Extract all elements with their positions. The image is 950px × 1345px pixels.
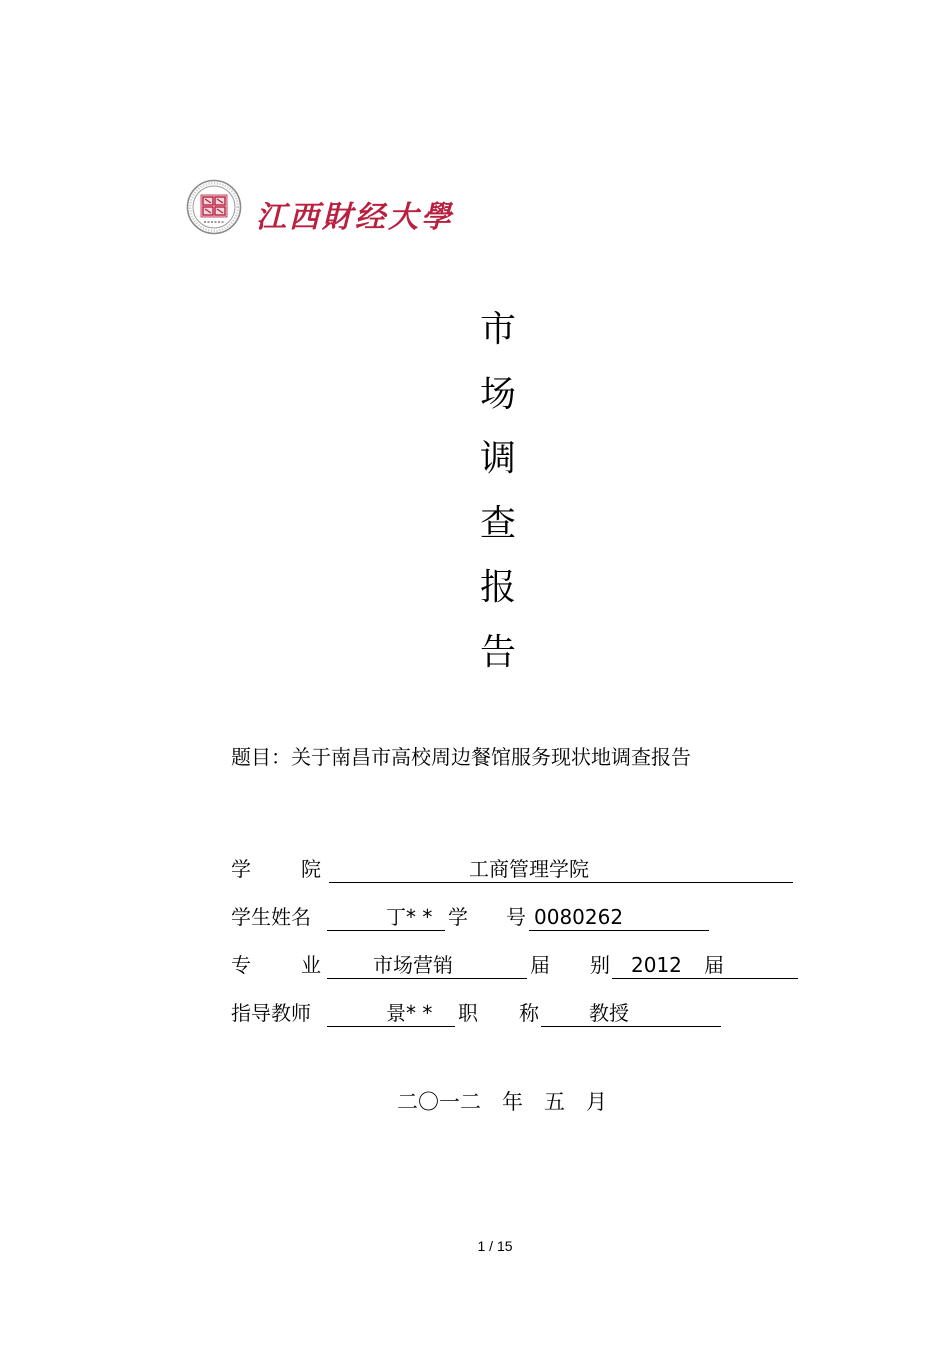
major-row	[231, 951, 801, 979]
major-value: 市场营销	[373, 953, 453, 977]
rank-value: 教授	[589, 1001, 629, 1025]
advisor-value: 景* *	[386, 1001, 433, 1025]
major-label-2: 业	[301, 953, 321, 977]
major-label-1: 专	[231, 953, 251, 977]
report-title-vertical	[478, 308, 518, 695]
student-name-label: 学生姓名	[231, 905, 311, 929]
university-seal-icon	[186, 179, 242, 235]
title-char: 查	[479, 502, 516, 544]
advisor-label: 指导教师	[231, 1001, 311, 1025]
page-number: 1 / 15	[477, 1238, 513, 1254]
class-label-1: 届	[530, 953, 550, 977]
advisor-row	[231, 999, 726, 1027]
college-label-2: 院	[301, 857, 321, 881]
student-id-label-2: 号	[506, 905, 526, 929]
student-id-value: 0080262	[534, 905, 624, 929]
rank-label-2: 称	[519, 1001, 539, 1025]
student-row	[231, 903, 711, 931]
class-suffix: 届	[704, 953, 724, 977]
report-date: 二〇一二 年 五 月	[397, 1090, 607, 1114]
college-row	[231, 855, 796, 883]
title-char: 市	[479, 309, 516, 350]
rank-label-1: 职	[458, 1001, 478, 1025]
report-subject: 题目：关于南昌市高校周边餐馆服务现状地调查报告	[231, 745, 691, 769]
title-char: 告	[479, 631, 516, 673]
university-name: 江西財经大學	[256, 200, 454, 235]
title-char: 场	[479, 373, 516, 415]
title-char: 调	[479, 438, 516, 479]
college-value: 工商管理学院	[469, 857, 589, 881]
student-id-label-1: 学	[448, 905, 468, 929]
student-name-value: 丁* *	[386, 905, 433, 929]
class-year-value: 2012	[631, 953, 682, 977]
college-label-1: 学	[231, 857, 251, 881]
rank-underline	[541, 999, 721, 1027]
class-label-2: 别	[590, 953, 610, 977]
title-char: 报	[479, 567, 516, 608]
